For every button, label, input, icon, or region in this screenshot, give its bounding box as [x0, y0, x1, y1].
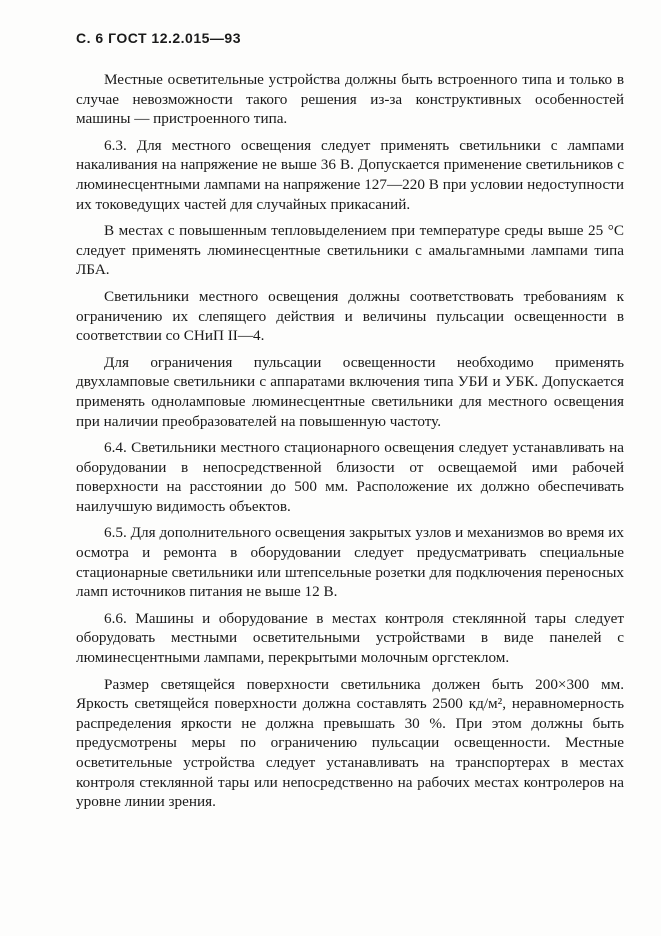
paragraph-pulsation-limits: Для ограничения пульсации освещенности необходимо применять двухламповые светильники с аппаратами включения типа УБИ и УБК. Допускается применять одноламповые люминесцентные светильники для местного освещения при наличии преобразователей на повышенную частоту. — [76, 353, 624, 430]
paragraph-6-4: 6.4. Светильники местного стационарного освещения следует устанавливать на оборудовании в непосредственной близости от освещаемой ими рабочей поверхности на расстоянии до 500 мм. Расположение их должно обеспечивать наилучшую видимость объектов. — [76, 439, 624, 515]
paragraph-panel-size: Размер светящейся поверхности светильника должен быть 200×300 мм. Яркость светящейся поверхности должна составлять 2500 кд/м², неравномерность распределения яркости не должна превышать 30 %. При этом должны быть предусмотрены меры по ограничению пульсации освещенности. Местные осветительные устройства следует устанавливать на транспортерах в местах контроля стеклянной тары или непосредственно на рабочих местах контролеров на уровне линии зрения. — [76, 675, 624, 811]
paragraph-local-lighting-type: Местные осветительные устройства должны быть встроенного типа и только в случае невозможности такого решения из-за конструктивных особенностей машины — пристроенного типа. — [76, 71, 624, 128]
paragraph-6-6: 6.6. Машины и оборудование в местах контроля стеклянной тары следует оборудовать местными осветительными устройствами в виде панелей с люминесцентными лампами, перекрытыми молочным оргстеклом. — [76, 609, 624, 667]
paragraph-glare-requirements: Светильники местного освещения должны соответствовать требованиям к ограничению их слепящего действия и величины пульсации освещенности в соответствии со СНиП II—4. — [76, 287, 624, 345]
paragraph-6-5: 6.5. Для дополнительного освещения закрытых узлов и механизмов во время их осмотра и ремонта в оборудовании следует предусматривать специальные стационарные светильники или штепсельные розетки для подключения переносных ламп источников питания не выше 12 В. — [76, 524, 624, 601]
page-header: С. 6 ГОСТ 12.2.015—93 — [76, 30, 241, 46]
paragraph-heat-areas: В местах с повышенным тепловыделением при температуре среды выше 25 °С следует применять люминесцентные светильники с амальгамными лампами типа ЛБА. — [76, 222, 624, 279]
body-text — [76, 70, 624, 819]
paragraph-6-3: 6.3. Для местного освещения следует применять светильники с лампами накаливания на напряжение не выше 36 В. Допускается применение светильников с люминесцентными лампами на напряжение 127—220 В при условии недоступности их токоведущих частей для случайных прикасаний. — [76, 136, 624, 213]
